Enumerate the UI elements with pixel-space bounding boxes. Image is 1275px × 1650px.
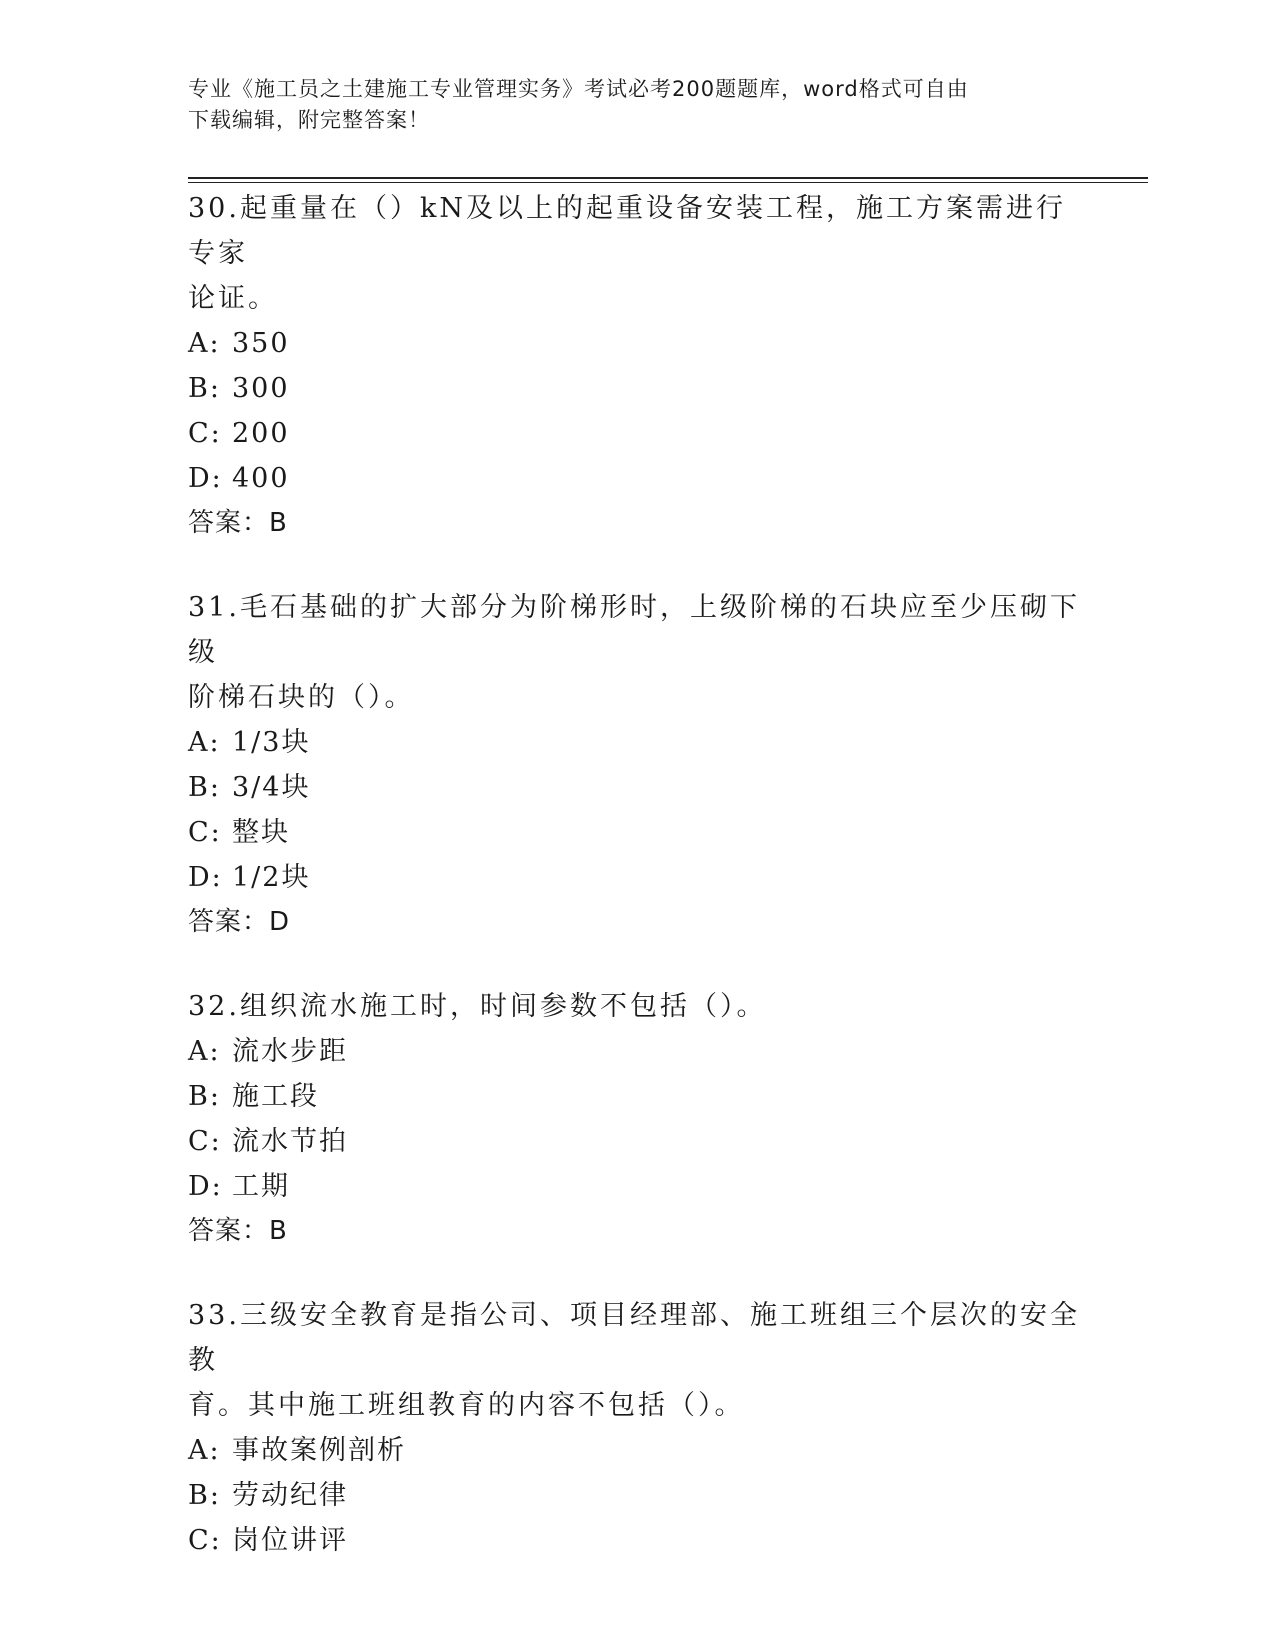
question-32	[188, 984, 1088, 1254]
option-c: C: 整块	[188, 817, 290, 848]
header-divider	[188, 177, 1148, 179]
option-b: B: 3/4块	[188, 772, 311, 803]
option-d: D: 工期	[188, 1171, 290, 1202]
option-d: D: 400	[188, 463, 290, 494]
option-b: B: 劳动纪律	[188, 1480, 348, 1511]
answer-label: 答案：B	[188, 1216, 288, 1246]
question-list	[188, 186, 1088, 1602]
option-a: A: 事故案例剖析	[188, 1435, 406, 1466]
option-c: C: 岗位讲评	[188, 1525, 348, 1556]
question-number: 30.	[188, 193, 240, 224]
option-a: A: 流水步距	[188, 1036, 348, 1067]
question-text: 33.三级安全教育是指公司、项目经理部、施工班组三个层次的安全教 育。其中施工班组教育的内容不包括（）。	[188, 1300, 1080, 1421]
question-text: 30.起重量在（）kN及以上的起重设备安装工程，施工方案需进行专家 论证。	[188, 193, 1066, 314]
question-number: 33.	[188, 1300, 240, 1331]
question-number: 32.	[188, 991, 240, 1022]
option-b: B: 施工段	[188, 1081, 319, 1112]
header-line-1: 专业《施工员之土建施工专业管理实务》考试必考200题题库，word格式可自由	[188, 77, 969, 101]
option-c: C: 流水节拍	[188, 1126, 348, 1157]
header-line-2: 下载编辑，附完整答案！	[188, 108, 430, 132]
option-a: A: 350	[188, 328, 290, 359]
header-divider-thin	[188, 182, 1148, 183]
document-header	[188, 74, 1088, 136]
answer-label: 答案：D	[188, 907, 291, 937]
answer-label: 答案：B	[188, 508, 288, 538]
option-a: A: 1/3块	[188, 727, 311, 758]
question-33	[188, 1293, 1088, 1563]
question-30	[188, 186, 1088, 546]
question-text: 32.组织流水施工时，时间参数不包括（）。	[188, 991, 767, 1022]
option-c: C: 200	[188, 418, 290, 449]
question-number: 31.	[188, 592, 240, 623]
question-31	[188, 585, 1088, 945]
question-text: 31.毛石基础的扩大部分为阶梯形时，上级阶梯的石块应至少压砌下级 阶梯石块的（）。	[188, 592, 1080, 713]
option-d: D: 1/2块	[188, 862, 311, 893]
option-b: B: 300	[188, 373, 290, 404]
